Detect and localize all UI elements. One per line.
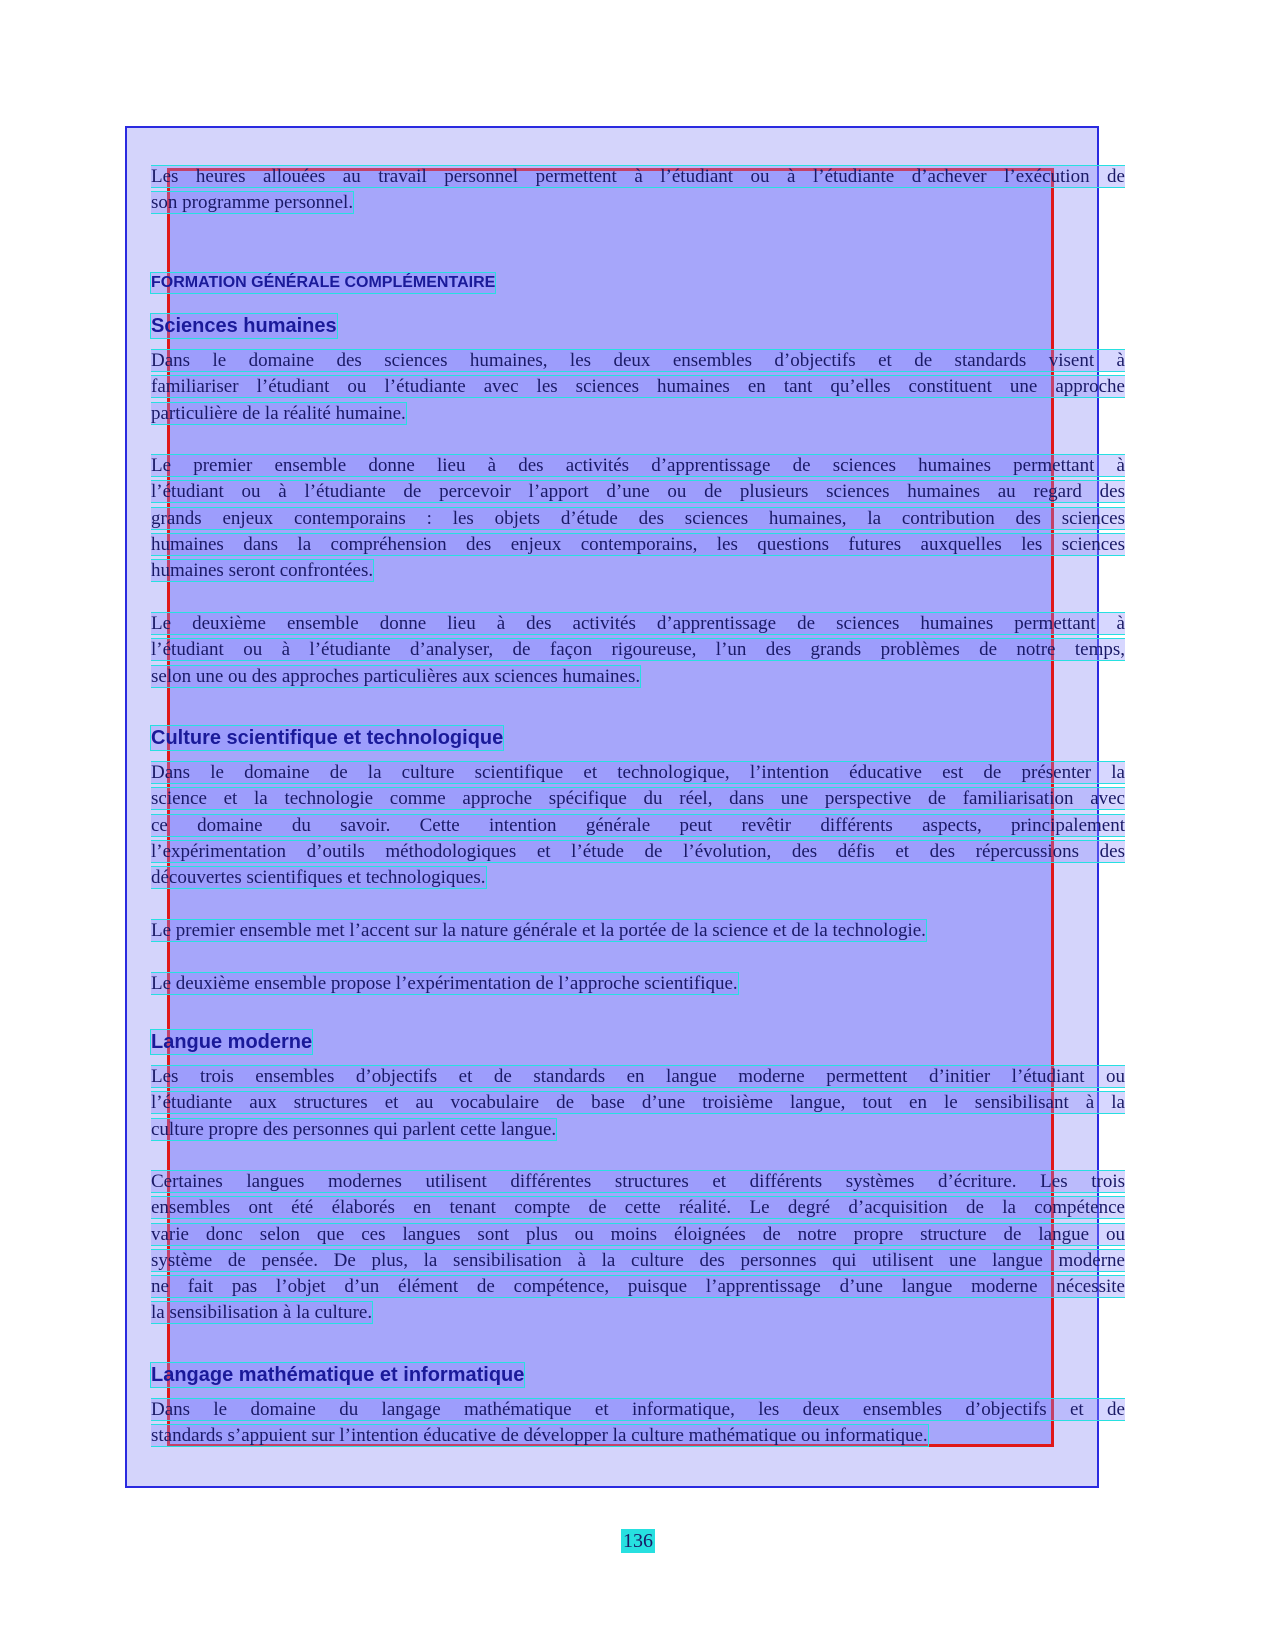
text-line: culture propre des personnes qui parlent cette langue.: [151, 1118, 557, 1140]
paragraph: [151, 972, 1125, 998]
text-line: particulière de la réalité humaine.: [151, 402, 406, 424]
text-line: l’étudiant ou à l’étudiante d’analyser, de façon rigoureuse, l’un des grands problèmes de notre temps,: [151, 639, 1125, 661]
text-line: Le premier ensemble donne lieu à des activités d’apprentissage de sciences humaines permettant à: [151, 455, 1125, 476]
paragraph: [151, 761, 1125, 892]
text-line: Certaines langues modernes utilisent différentes structures et différents systèmes d’écriture. Les trois: [151, 1171, 1125, 1192]
intro-paragraph: [151, 165, 1125, 218]
text-line: humaines dans la compréhension des enjeux contemporains, les questions futures auxquelles les sciences: [151, 533, 1125, 555]
page-number: 136: [623, 1530, 653, 1552]
text-line: familiariser l’étudiant ou l’étudiante avec les sciences humaines en tant qu’elles constituent une approche: [151, 376, 1125, 398]
text-line: Les trois ensembles d’objectifs et de standards en langue moderne permettent d’initier l’étudiant ou: [151, 1066, 1125, 1087]
text-line: standards s’appuient sur l’intention éducative de développer la culture mathématique ou informatique.: [151, 1425, 928, 1447]
text-line: humaines seront confrontées.: [151, 560, 374, 582]
text-line: Le premier ensemble met l’accent sur la nature générale et la portée de la science et de la technologie.: [151, 920, 926, 941]
paragraph: [151, 454, 1125, 585]
paragraph: [151, 919, 1125, 945]
text-line: science et la technologie comme approche spécifique du réel, dans une perspective de familiarisation avec: [151, 788, 1125, 810]
text-line: Les heures allouées au travail personnel permettent à l’étudiant ou à l’étudiante d’achever l’exécution de: [151, 166, 1125, 187]
text-line: ne fait pas l’objet d’un élément de compétence, puisque l’apprentissage d’une langue moderne nécessite: [151, 1276, 1125, 1298]
text-line: découvertes scientifiques et technologiques.: [151, 867, 486, 889]
paragraph: [151, 1398, 1125, 1451]
text-line: selon une ou des approches particulières aux sciences humaines.: [151, 665, 641, 687]
paragraph: [151, 612, 1125, 691]
heading-sciences-humaines: Sciences humaines: [151, 315, 337, 337]
text-line: système de pensée. De plus, la sensibilisation à la culture des personnes qui utilisent une langue moderne: [151, 1249, 1125, 1271]
heading-langage-mathematique: Langage mathématique et informatique: [151, 1364, 525, 1386]
text-line: Le deuxième ensemble donne lieu à des activités d’apprentissage de sciences humaines permettant à: [151, 613, 1125, 634]
text-line: Dans le domaine du langage mathématique et informatique, les deux ensembles d’objectifs et de: [151, 1399, 1125, 1420]
text-line: Dans le domaine des sciences humaines, les deux ensembles d’objectifs et de standards visent à: [151, 350, 1125, 371]
text-line: ensembles ont été élaborés en tenant compte de cette réalité. Le degré d’acquisition de la compétence: [151, 1197, 1125, 1219]
text-line: grands enjeux contemporains : les objets d’étude des sciences humaines, la contribution des sciences: [151, 507, 1125, 529]
paragraph: [151, 1170, 1125, 1328]
text-line: la sensibilisation à la culture.: [151, 1302, 373, 1324]
text-line: Dans le domaine de la culture scientifique et technologique, l’intention éducative est de présenter la: [151, 762, 1125, 783]
text-line: ce domaine du savoir. Cette intention générale peut revêtir différents aspects, principalement: [151, 814, 1125, 836]
text-line: l’expérimentation d’outils méthodologiques et l’étude de l’évolution, des défis et des répercussions des: [151, 840, 1125, 862]
paragraph: [151, 349, 1125, 428]
text-line: son programme personnel.: [151, 192, 354, 214]
section-heading: FORMATION GÉNÉRALE COMPLÉMENTAIRE: [151, 274, 496, 291]
text-line: l’étudiant ou à l’étudiante de percevoir l’apport d’une ou de plusieurs sciences humaines au regard des: [151, 481, 1125, 503]
text-line: l’étudiante aux structures et au vocabulaire de base d’une troisième langue, tout en le sensibilisant à la: [151, 1092, 1125, 1114]
text-line: Le deuxième ensemble propose l’expérimentation de l’approche scientifique.: [151, 973, 738, 994]
heading-culture-scientifique: Culture scientifique et technologique: [151, 727, 504, 749]
paragraph: [151, 1065, 1125, 1144]
heading-langue-moderne: Langue moderne: [151, 1031, 313, 1053]
text-line: varie donc selon que ces langues sont plus ou moins éloignées de notre propre structure de langue ou: [151, 1223, 1125, 1245]
